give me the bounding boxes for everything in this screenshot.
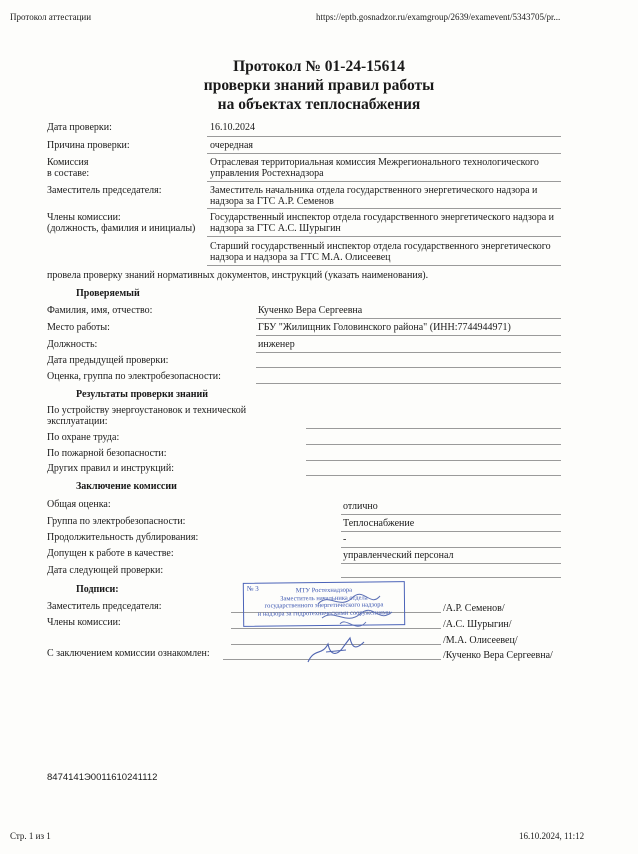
stamp-line-2: Заместитель начальника отдела bbox=[280, 594, 368, 602]
deputy-label: Заместитель председателя: bbox=[47, 185, 162, 196]
device-operation-label-2: эксплуатации: bbox=[47, 416, 108, 427]
conducted-text: провела проверку знаний нормативных документов, инструкций (указать наименования). bbox=[47, 270, 429, 281]
next-check-date-label: Дата следующей проверки: bbox=[47, 565, 164, 576]
results-heading: Результаты проверки знаний bbox=[76, 389, 209, 400]
check-reason-label: Причина проверки: bbox=[47, 140, 130, 151]
other-rules-label: Других правил и инструкций: bbox=[47, 463, 175, 474]
commission-value: Отраслевая территориальная комиссия Межрегионального технологического управления Ростехнадзора bbox=[210, 157, 539, 179]
examinee-name-value: Кученко Вера Сергеевна bbox=[258, 305, 363, 316]
commission-label-2: в составе: bbox=[47, 168, 90, 179]
protocol-title: Протокол № 01-24-15614 bbox=[233, 58, 405, 75]
examinee-name-label: Фамилия, имя, отчество: bbox=[47, 305, 153, 316]
protocol-subtitle-1: проверки знаний правил работы bbox=[203, 77, 435, 94]
print-footer-page: Стр. 1 из 1 bbox=[10, 831, 51, 841]
previous-group-label: Оценка, группа по электробезопасности: bbox=[47, 371, 221, 382]
position-value: инженер bbox=[258, 339, 295, 350]
examinee-heading: Проверяемый bbox=[76, 288, 140, 299]
document-code: 8474141Э0011610241112 bbox=[47, 772, 158, 783]
stamp-number: № 3 bbox=[246, 584, 259, 593]
print-header-title: Протокол аттестации bbox=[10, 12, 92, 22]
electrical-group-value: Теплоснабжение bbox=[343, 518, 415, 529]
work-place-label: Место работы: bbox=[47, 322, 110, 333]
overall-grade-value: отлично bbox=[343, 501, 378, 512]
handwritten-signatures bbox=[300, 588, 410, 668]
acquainted-label: С заключением комиссии ознакомлен: bbox=[47, 648, 210, 659]
members-label-2: (должность, фамилия и инициалы) bbox=[47, 223, 196, 234]
member-1-value: Государственный инспектор отдела государственного энергетического надзора и надзора за ГТС А.С. Шурыгин bbox=[210, 212, 555, 234]
work-place-value: ГБУ "Жилищник Головинского района" (ИНН:7744944971) bbox=[258, 322, 511, 333]
labor-protection-label: По охране труда: bbox=[47, 432, 120, 443]
fire-safety-label: По пожарной безопасности: bbox=[47, 448, 167, 459]
commission-label-1: Комиссия bbox=[47, 157, 89, 168]
electrical-group-label: Группа по электробезопасности: bbox=[47, 516, 186, 527]
previous-check-date-label: Дата предыдущей проверки: bbox=[47, 355, 169, 366]
members-signature-label: Члены комиссии: bbox=[47, 617, 121, 628]
deputy-signature-name: /А.Р. Семенов/ bbox=[443, 603, 505, 614]
member-2-signature-name: /М.А. Олисеевец/ bbox=[443, 635, 518, 646]
protocol-subtitle-2: на объектах теплоснабжения bbox=[217, 96, 421, 113]
acquainted-name: /Кученко Вера Сергеевна/ bbox=[443, 650, 553, 661]
duplication-value: - bbox=[343, 534, 347, 545]
overall-grade-label: Общая оценка: bbox=[47, 499, 111, 510]
admitted-as-value: управленческий персонал bbox=[343, 550, 454, 561]
check-date-value: 16.10.2024 bbox=[210, 122, 255, 133]
check-date-label: Дата проверки: bbox=[47, 122, 112, 133]
members-label-1: Члены комиссии: bbox=[47, 212, 121, 223]
deputy-value: Заместитель начальника отдела государственного энергетического надзора и надзора за ГТС А.Р. Семенов bbox=[210, 185, 538, 207]
stamp-line-3: государственного энергетического надзора bbox=[264, 601, 384, 610]
conclusion-heading: Заключение комиссии bbox=[76, 481, 177, 492]
print-footer-datetime: 16.10.2024, 11:12 bbox=[519, 831, 585, 841]
duplication-label: Продолжительность дублирования: bbox=[47, 532, 199, 543]
stamp-line-1: МТУ Ростехнадзора bbox=[295, 586, 353, 595]
check-reason-value: очередная bbox=[210, 140, 253, 151]
stamp-line-4: и надзора за гидротехническими сооружениями bbox=[257, 608, 391, 618]
member-1-signature-name: /А.С. Шурыгин/ bbox=[443, 619, 512, 630]
print-header-url: https://eptb.gosnadzor.ru/examgroup/2639/examevent/5343705/pr... bbox=[316, 12, 561, 22]
device-operation-label-1: По устройству энергоустановок и технической bbox=[47, 405, 247, 416]
admitted-as-label: Допущен к работе в качестве: bbox=[47, 548, 174, 559]
position-label: Должность: bbox=[47, 339, 98, 350]
deputy-signature-label: Заместитель председателя: bbox=[47, 601, 162, 612]
signatures-heading: Подписи: bbox=[76, 584, 119, 595]
member-2-value: Старший государственный инспектор отдела государственного энергетического надзора и надзора за ГТС М.А. Олисеевец bbox=[210, 241, 551, 263]
